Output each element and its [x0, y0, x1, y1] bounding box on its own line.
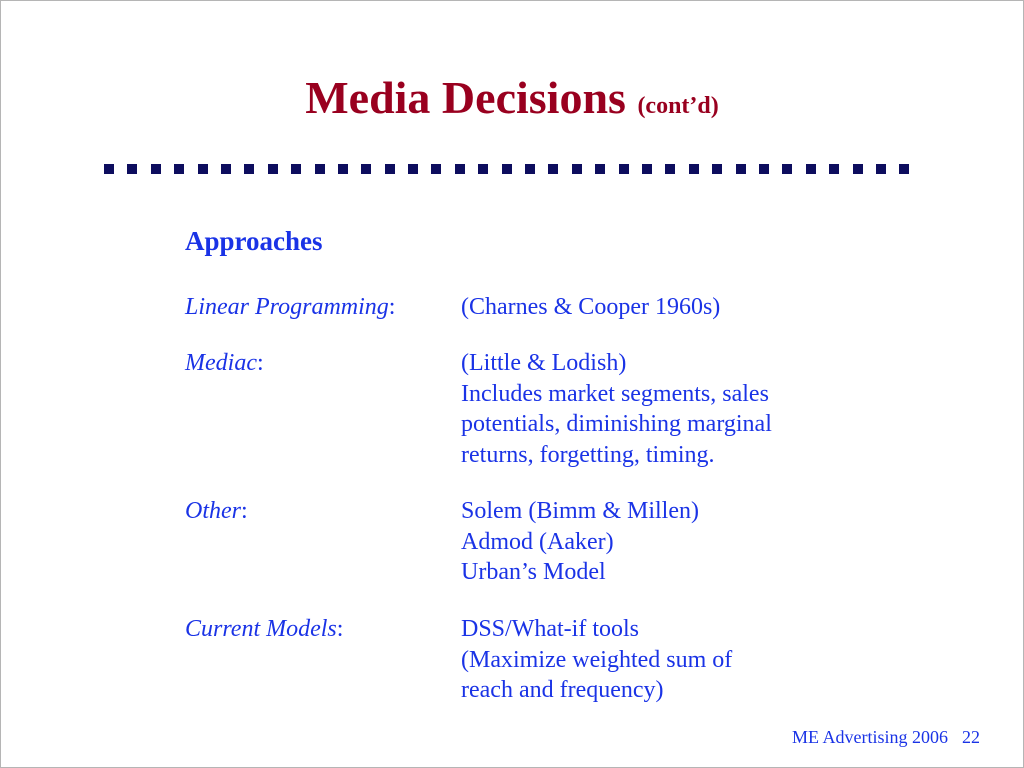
- section-heading: Approaches: [185, 226, 323, 256]
- divider-square: [478, 164, 488, 174]
- divider-square: [548, 164, 558, 174]
- divider-square: [665, 164, 675, 174]
- approach-description: DSS/What-if tools (Maximize weighted sum of reach and frequency): [461, 616, 733, 703]
- divider-square: [268, 164, 278, 174]
- divider-square: [151, 164, 161, 174]
- divider-square: [385, 164, 395, 174]
- slide-footer: [792, 726, 980, 748]
- divider-square: [244, 164, 254, 174]
- approach-description: (Charnes & Cooper 1960s): [461, 294, 721, 320]
- divider-square: [502, 164, 512, 174]
- divider-square: [455, 164, 465, 174]
- divider-square: [736, 164, 746, 174]
- divider-square: [174, 164, 184, 174]
- divider-square: [853, 164, 863, 174]
- divider-square: [595, 164, 605, 174]
- slide-title: [0, 70, 1024, 134]
- divider-square: [806, 164, 816, 174]
- footer-text: ME Advertising 2006: [792, 727, 948, 747]
- divider-square: [198, 164, 208, 174]
- divider-square: [899, 164, 909, 174]
- page-number: 22: [962, 727, 980, 747]
- divider-square: [712, 164, 722, 174]
- divider-square: [876, 164, 886, 174]
- slide-title-main: Media Decisions: [305, 72, 626, 123]
- divider-square: [525, 164, 535, 174]
- divider-square: [782, 164, 792, 174]
- divider-square: [127, 164, 137, 174]
- divider-square: [291, 164, 301, 174]
- divider-square: [221, 164, 231, 174]
- divider-square: [408, 164, 418, 174]
- approach-term: Mediac:: [185, 350, 264, 376]
- divider-square: [829, 164, 839, 174]
- approach-term: Current Models:: [185, 616, 344, 642]
- slide-title-suffix: (cont’d): [637, 93, 719, 119]
- divider-square: [361, 164, 371, 174]
- divider-square: [572, 164, 582, 174]
- approach-term: Linear Programming:: [185, 294, 396, 320]
- divider-square: [689, 164, 699, 174]
- divider-square: [431, 164, 441, 174]
- divider-square: [642, 164, 652, 174]
- divider-square: [338, 164, 348, 174]
- title-divider: [104, 164, 909, 174]
- divider-square: [619, 164, 629, 174]
- divider-square: [315, 164, 325, 174]
- divider-square: [759, 164, 769, 174]
- approach-term: Other:: [185, 498, 248, 524]
- approach-description: Solem (Bimm & Millen) Admod (Aaker) Urban’s Model: [461, 498, 699, 585]
- divider-square: [104, 164, 114, 174]
- approach-description: (Little & Lodish) Includes market segments, sales potentials, diminishing marginal returns, forgetting, timing.: [461, 350, 772, 468]
